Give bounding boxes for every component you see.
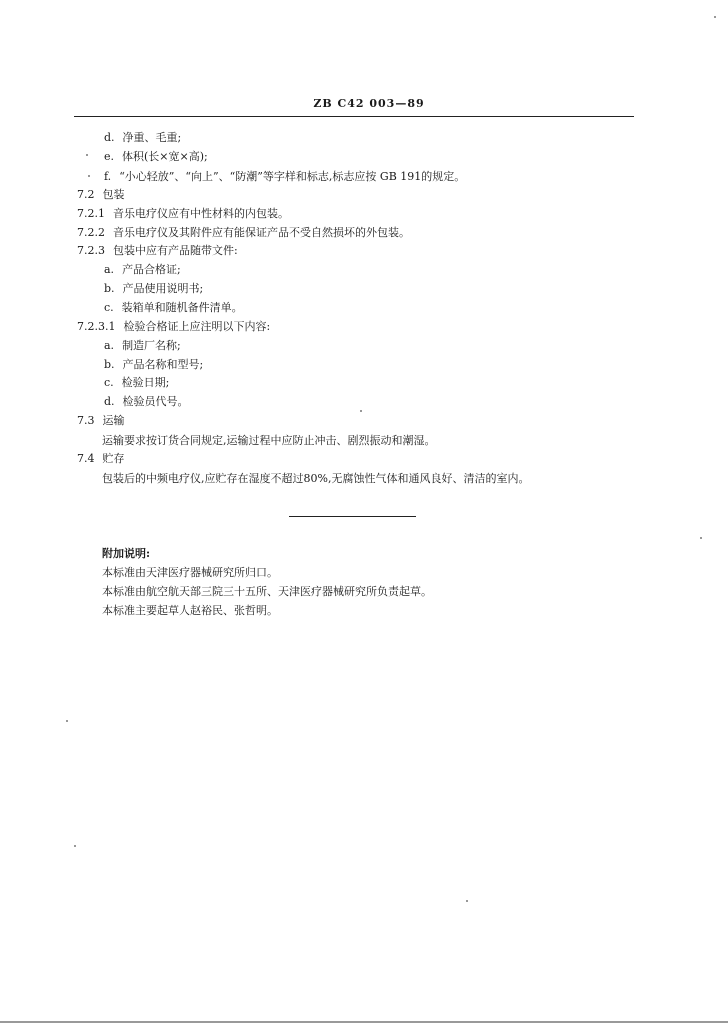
appendix-title: 附加说明: bbox=[102, 547, 151, 560]
item-text: 产品使用说明书; bbox=[122, 282, 204, 295]
item-text: 净重、毛重; bbox=[122, 131, 182, 144]
list-item bbox=[104, 376, 169, 390]
list-item bbox=[104, 282, 203, 296]
clause bbox=[77, 226, 410, 240]
item-number: b. bbox=[104, 358, 115, 371]
item-text: 制造厂名称; bbox=[122, 339, 181, 352]
section-title: 包装 bbox=[102, 188, 125, 201]
paragraph-text: 运输要求按订货合同规定,运输过程中应防止冲击、剧烈振动和潮湿。 bbox=[102, 434, 436, 447]
scan-speck bbox=[466, 900, 468, 902]
clause-text: 检验合格证上应注明以下内容: bbox=[123, 320, 271, 333]
scan-speck bbox=[714, 16, 716, 18]
item-number: d. bbox=[104, 395, 115, 408]
clause-text: 包装中应有产品随带文件: bbox=[113, 244, 238, 257]
list-item bbox=[104, 339, 181, 353]
header-rule bbox=[74, 116, 634, 117]
clause-number: 7.2.1 bbox=[77, 207, 105, 220]
clause-text: 音乐电疗仪应有中性材料的内包装。 bbox=[113, 207, 289, 220]
section-heading bbox=[77, 452, 125, 466]
scan-speck bbox=[700, 537, 702, 539]
standard-code: ZB C42 003—89 bbox=[313, 97, 425, 110]
clause-number: 7.2.3 bbox=[77, 244, 105, 257]
section-title: 贮存 bbox=[102, 452, 125, 465]
appendix-line: 本标准由天津医疗器械研究所归口。 bbox=[102, 566, 278, 579]
scan-speck bbox=[360, 410, 362, 412]
item-number: c. bbox=[104, 301, 114, 314]
item-text: 检验员代号。 bbox=[122, 395, 189, 408]
appendix-line: 本标准主要起草人赵裕民、张哲明。 bbox=[102, 604, 278, 617]
item-number: f. bbox=[104, 170, 112, 183]
item-text: 检验日期; bbox=[121, 376, 170, 389]
scan-speck bbox=[88, 175, 90, 177]
item-number: e. bbox=[104, 150, 115, 163]
list-item bbox=[104, 170, 465, 184]
clause-number: 7.2.3.1 bbox=[77, 320, 116, 333]
list-item bbox=[104, 395, 189, 409]
section-number: 7.3 bbox=[77, 414, 95, 427]
list-item bbox=[104, 301, 243, 315]
paragraph-text: 包装后的中频电疗仪,应贮存在湿度不超过80%,无腐蚀性气体和通风良好、清洁的室内。 bbox=[102, 472, 530, 485]
list-item bbox=[104, 150, 208, 164]
list-item bbox=[104, 263, 181, 277]
section-title: 运输 bbox=[102, 414, 125, 427]
item-text: 装箱单和随机备件清单。 bbox=[121, 301, 243, 314]
section-divider bbox=[289, 516, 416, 517]
item-text: 产品合格证; bbox=[122, 263, 181, 276]
item-text: “小心轻放”、“向上”、“防潮”等字样和标志,标志应按 GB 191的规定。 bbox=[119, 170, 466, 183]
list-item bbox=[104, 131, 181, 145]
item-number: d. bbox=[104, 131, 115, 144]
paragraph bbox=[102, 472, 529, 486]
clause-number: 7.2.2 bbox=[77, 226, 105, 239]
item-number: b. bbox=[104, 282, 115, 295]
section-heading bbox=[77, 414, 125, 428]
paragraph bbox=[102, 434, 436, 448]
scan-speck bbox=[66, 720, 68, 722]
item-number: a. bbox=[104, 263, 115, 276]
item-number: c. bbox=[104, 376, 114, 389]
scan-speck bbox=[74, 845, 76, 847]
clause bbox=[77, 320, 270, 334]
scan-speck bbox=[86, 154, 88, 156]
clause bbox=[77, 244, 238, 258]
clause bbox=[77, 207, 289, 221]
item-text: 产品名称和型号; bbox=[122, 358, 204, 371]
item-text: 体积(长×宽×高); bbox=[122, 150, 208, 163]
section-heading bbox=[77, 188, 125, 202]
section-number: 7.2 bbox=[77, 188, 95, 201]
section-number: 7.4 bbox=[77, 452, 95, 465]
list-item bbox=[104, 358, 203, 372]
clause-text: 音乐电疗仪及其附件应有能保证产品不受自然损坏的外包装。 bbox=[113, 226, 410, 239]
item-number: a. bbox=[104, 339, 115, 352]
scan-edge bbox=[0, 1021, 728, 1023]
appendix-line: 本标准由航空航天部三院三十五所、天津医疗器械研究所负责起草。 bbox=[102, 585, 432, 598]
